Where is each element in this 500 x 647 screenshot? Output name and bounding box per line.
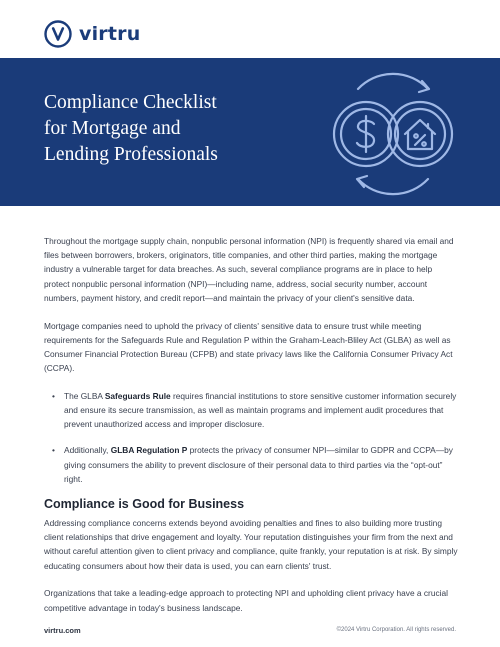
business-paragraph: Addressing compliance concerns extends beyond avoiding penalties and fines to also building more trusting client relationships that drive engagement and loyalty. Your reputation distinguishes your firm from the next and without careful attention given to client privacy and compliance, quite frankly, your reputation is at risk. By simply educating consumers about how their data is used, you can earn clients' trust. xyxy=(44,518,458,571)
requirements-list xyxy=(52,389,458,486)
list-item xyxy=(52,389,458,432)
section-heading: Compliance is Good for Business xyxy=(44,497,245,512)
page-title xyxy=(44,90,284,168)
bullet-prefix: Additionally, xyxy=(64,445,111,456)
brand-logo[interactable] xyxy=(44,18,140,50)
advantage-paragraph: Organizations that take a leading-edge approach to protecting NPI and upholding client privacy have a crucial competitive advantage in today's business landscape. xyxy=(44,588,448,613)
bullet-term: GLBA Regulation P xyxy=(110,445,188,456)
hero-banner xyxy=(0,58,500,206)
hero-illustration xyxy=(318,71,468,197)
virtru-logo-icon xyxy=(44,20,72,48)
bullet-text: requires financial institutions to store sensitive customer information securely and ensure its secure transmission, as well as maintain programs and implement audit procedures that prevent unauthorized access and improper disclosure. xyxy=(64,390,457,430)
bullet-prefix: The GLBA xyxy=(64,390,105,401)
footer-website-link[interactable]: virtru.com xyxy=(44,626,81,635)
page-title-line-2: for Mortgage and xyxy=(44,118,181,139)
list-item xyxy=(52,443,458,486)
body-content xyxy=(44,234,458,628)
page-title-line-1: Compliance Checklist xyxy=(44,92,217,113)
brand-name: virtru xyxy=(79,23,141,45)
intro-paragraph: Throughout the mortgage supply chain, nonpublic personal information (NPI) is frequently shared via email and files between borrowers, brokers, originators, title companies, and other third parties, making the mortgage industry a vulnerable target for data breaches. As such, several compliance programs are in place to help protect nonpublic personal information (NPI)—including name, address, social security number, account numbers, payment history, and credit report—and maintain the privacy of your client's sensitive data. xyxy=(44,236,454,303)
bullet-text: protects the privacy of consumer NPI—similar to GDPR and CCPA—by giving consumers the ability to prevent disclosure of their personal data to third parties via the “opt-out” right. xyxy=(64,445,453,484)
page-title-line-3: Lending Professionals xyxy=(44,144,218,165)
bullet-term: Safeguards Rule xyxy=(104,390,171,401)
footer-copyright: ©2024 Virtru Corporation. All rights reserved. xyxy=(336,627,456,633)
requirements-paragraph: Mortgage companies need to uphold the privacy of clients' sensitive data to ensure trust while meeting requirements for the Safeguards Rule and Regulation P within the Graham-Leach-Bliley Act (GLBA) as well as Consumer Financial Protection Bureau (CFPB) and state privacy laws like the California Consumer Privacy Act (CCPA). xyxy=(44,320,453,374)
